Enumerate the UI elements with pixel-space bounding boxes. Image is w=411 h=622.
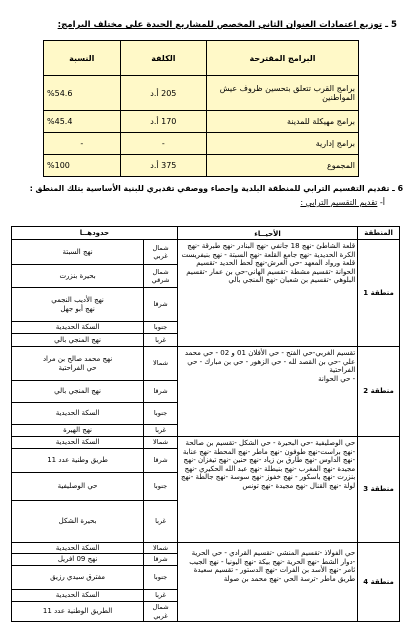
border-text: نهج الهيرة [12,425,144,437]
border-direction: غربا [144,590,178,602]
border-direction: شمالا [144,543,178,554]
budget-header-row [44,41,359,76]
zone-name: منطقة 1 [358,240,400,347]
border-direction: شمالا [144,347,178,381]
budget-table [43,40,359,177]
border-direction: شرقا [144,554,178,566]
budget-header-cost: الكلفة [120,41,206,76]
table-row [12,543,400,554]
border-text: بحيرة الشكل [12,501,144,543]
border-direction: شمال غربي [144,240,178,265]
budget-cell-cost: 205 أ.د [120,76,206,111]
budget-cell-pct: %45.4 [44,111,121,133]
table-row [44,111,359,133]
table-row [44,155,359,177]
border-direction: جنوبا [144,473,178,501]
border-direction: شمال شرقي [144,265,178,288]
border-direction: جنوبا [144,566,178,590]
border-text: نهج السبتة [12,240,144,265]
zone-neighborhoods: حي الوصليفية -حي البحيرة - حي الشكل -تقسيم بن صالحة -نهج براست-نهج طوفون -نهج ماطر -نهج المحطة -نهج عنابة -نهج الداوس -نهج طارق بن زياد -نهج حنين -نهج تيغزان -نهج مجيدة -نهج المغرب -نهج بنيطلة -نهج عبد الله الحكيري -نهج بنزرت -نهج باسكور - نهج خفوز -نهج سوسة -نهج جالطة -نهج لولة -نهج القنال -نهج مجيدة -نهج تونس [177,437,357,543]
budget-cell-pct: - [44,133,121,155]
border-text: السكة الحديدية [12,403,144,425]
zones-header-neighborhoods: الأحيــاء [177,227,357,240]
border-direction: غربا [144,334,178,347]
border-text: مفترق سيدي رزيق [12,566,144,590]
budget-cell-cost: 170 أ.د [120,111,206,133]
border-direction: شرقا [144,449,178,473]
table-row [44,133,359,155]
zone-neighborhoods: حي الفولاذ -تقسيم المنشي -تقسيم القرادي - حي الحرية -دوار الشط -نهج الحرية -نهج بيكة -نهج اليونيا - نهج الجيب ثامر -نهج الأسد بن الفرات -نهج الدستور - تقسيم سعيدة طريق ماطر -ترسة الحي -نهج محمد بن صولة [177,543,357,622]
border-direction: غربا [144,425,178,437]
border-text: نهج المنجي بالي [12,334,144,347]
border-direction: شرقا [144,381,178,403]
section-6a-prefix: أ- [377,198,385,207]
border-text: نهج 09 افريل [12,554,144,566]
border-direction: غربا [144,501,178,543]
border-text: نهج محمد صالح بن مراد حي الفراحتية [12,347,144,381]
section-6-heading: 6 ـ تقديم التقسيم الترابي للمنطقة البلدية وإحصاء ووصفي تقديري للبنية الأساسية بتلك المنطق : [29,184,403,193]
budget-cell-cost: - [120,133,206,155]
border-direction: جنوبا [144,403,178,425]
section-6a-heading [300,198,385,207]
border-text: السكة الحديدية [12,543,144,554]
table-row [44,76,359,111]
border-text: طريق وطنية عدد 11 [12,449,144,473]
border-direction: شرقا [144,288,178,322]
border-direction: شمالا [144,437,178,449]
budget-cell-program: برامج القرب تتعلق بتحسين ظروف عيش المواطنين [207,76,359,111]
budget-cell-cost: 375 أ.د [120,155,206,177]
section-5-heading [2,20,397,30]
zone-neighborhoods: تقسيم الغربي-حي الفتح - حي الأفلان 01 و 02 - حي محمد علي -حي بن القصد لله - حي الزهور - حي بن مبارك - حي الفراحتية - حي الحوانة [177,347,357,437]
table-row [12,347,400,381]
budget-cell-pct: %54.6 [44,76,121,111]
border-direction: جنوبا [144,322,178,334]
budget-header-program: البرامج المقترحة [207,41,359,76]
zone-neighborhoods: قلعة الشاطئ -نهج 18 جانفي -نهج البنادر -نهج طبرقة -نهج الكرة الحديدية -نهج جامع القلعة -نهج السبتة - نهج بنيفريست قلعة ورواد المعهد -حي العرش-نهج لحط الحديد -تقسيم الحوانة -تقسيم مشطة -تقسيم الهاني-حي بن عمار -تقسيم البلوهي -تقسيم بن شعبان -نهج المنجي بالي [177,240,357,347]
border-text: حي الوصليفية [12,473,144,501]
border-text: الطريق الوطنية عدد 11 [12,602,144,622]
zone-name: منطقة 3 [358,437,400,543]
border-text: السكة الحديدية [12,590,144,602]
zones-header-row [12,227,400,240]
zone-name: منطقة 2 [358,347,400,437]
budget-cell-program: برامج مهيكلة للمدينة [207,111,359,133]
budget-header-pct: النسبة [44,41,121,76]
zone-name: منطقة 4 [358,543,400,622]
budget-cell-program: برامج إدارية [207,133,359,155]
border-text: نهج المنجي بالي [12,381,144,403]
zones-header-zone: المنطقة [358,227,400,240]
budget-cell-program: المجموع [207,155,359,177]
zones-table [11,226,400,622]
budget-cell-pct: %100 [44,155,121,177]
section-5-number: 5 ـ [385,20,397,30]
zones-header-borders: حدودهــا [12,227,178,240]
table-row [12,240,400,265]
section-6a-title: تقديم التقسيم الترابي : [300,198,378,207]
table-row [12,437,400,449]
border-text: السكة الحديدية [12,322,144,334]
border-direction: شمال غربي [144,602,178,622]
border-text: نهج الأديب النجمي نهج أبو جهل [12,288,144,322]
section-5-title: توزيع اعتمادات العنوان الثاني المخصص للمشاريع الجيدة على مختلف البرامج: [57,20,383,30]
border-text: السكة الحديدية [12,437,144,449]
border-text: بحيرة بنزرت [12,265,144,288]
